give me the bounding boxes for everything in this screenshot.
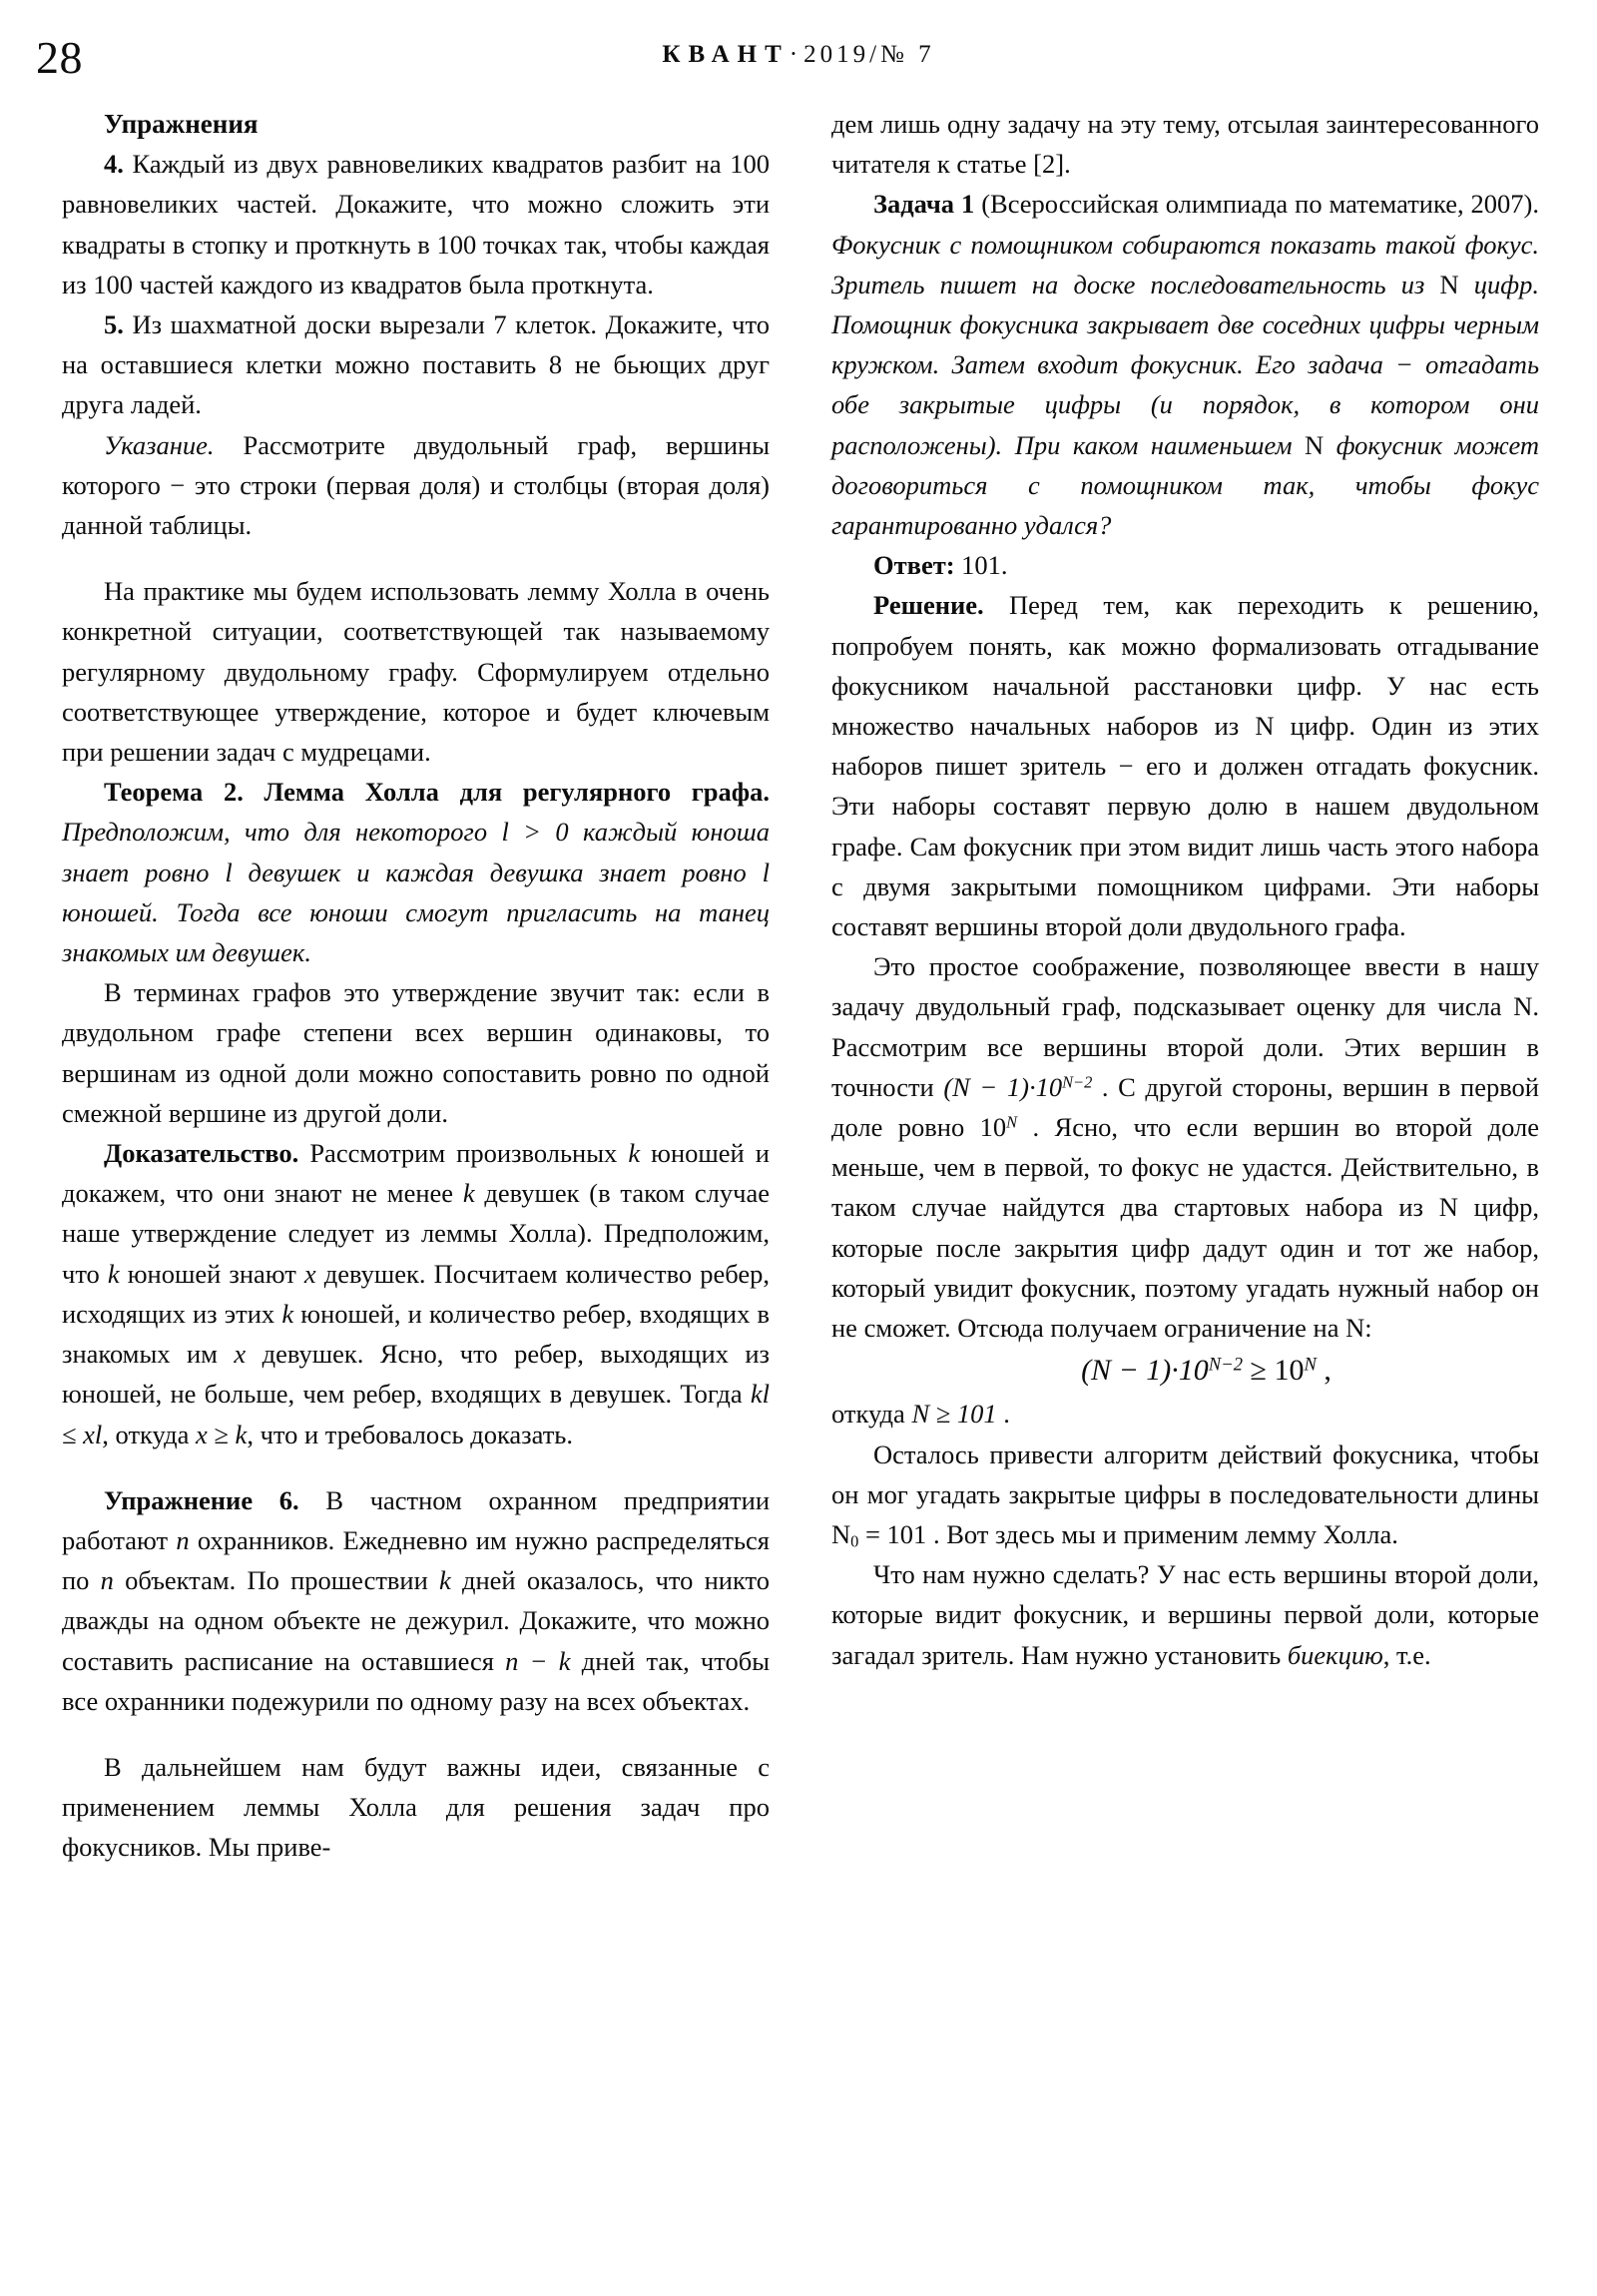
- solution-paragraph-2: [831, 946, 1539, 1348]
- page-number: 28: [36, 32, 83, 83]
- exercise-6-label: Упражнение 6.: [104, 1484, 299, 1515]
- theorem-body-4: девушек и каждая девушка знает ровно: [232, 857, 763, 887]
- exercise-6-var-n1: n: [176, 1524, 190, 1555]
- proof-text-a: Рассмотрим произвольных: [298, 1138, 629, 1169]
- solution-text-2d: . Ясно, что если вершин во второй доле меньше, чем в первой, то фокус не удастся. Действительно, в таком случае найдутся два стартовых набора из: [831, 1112, 1539, 1223]
- exercise-5-number: 5.: [104, 309, 124, 340]
- solution-text-1b: цифр. Один из этих наборов пишет зритель − его и должен отгадать фокусник. Эти наборы составят первую долю в нашем двудольном графе. Сам фокусник при этом видит лишь часть этого набора с двумя закрытыми помощником цифрами. Эти наборы составят вершины второй доли двудольного графа.: [831, 711, 1539, 942]
- solution-paragraph-3: [831, 1435, 1539, 1555]
- solution-var-N0-subscript: 0: [850, 1531, 859, 1551]
- problem-var-N1: N: [1439, 269, 1459, 299]
- inline-formula-1: $(N - 1)\cdot 10^{N-2}$: [943, 1071, 1093, 1102]
- solution-var-N2: N: [1513, 991, 1533, 1022]
- exercise-6-text-d: дней оказалось, что никто дважды на одном объекте не дежурил. Докажите, что можно составить расписание на оставшиеся: [62, 1565, 770, 1676]
- solution-paragraph-4: [831, 1554, 1539, 1675]
- solution-text-2f: :: [1364, 1313, 1372, 1344]
- proof-var-x1: x: [303, 1258, 316, 1289]
- answer-value: 101.: [954, 550, 1008, 581]
- proof-text-e: девушек. Посчитаем количество ребер, исходящих из этих: [62, 1258, 771, 1329]
- exercise-5: [62, 304, 770, 425]
- solution-text-3a: Осталось привести алгоритм действий фокусника, чтобы он мог угадать закрытые цифры в последовательности длины: [831, 1438, 1539, 1509]
- solution-text-4a: Что нам нужно сделать? У нас есть вершины второй доли, которые видит фокусник, и вершины первой доли, которые загадал зритель. Нам нужно установить: [831, 1559, 1539, 1670]
- theorem-body-3: каждый юноша знает ровно: [62, 817, 770, 887]
- exercise-4-number: 4.: [104, 149, 124, 180]
- body-columns: [62, 104, 1539, 1868]
- hint-label: Указание.: [104, 429, 215, 460]
- exercise-5-text: Из шахматной доски вырезали 7 клеток. Докажите, что на оставшиеся клетки можно поставить 8 не бьющих друг друга ладей.: [62, 309, 770, 420]
- solution-text-2e: цифр, которые после закрытия цифр дадут один и тот же набор, который увидит фокусник, поэтому угадать нужный набор он не сможет. Отсюда получаем ограничение на: [831, 1192, 1539, 1344]
- proof-var-k2: k: [462, 1178, 475, 1209]
- proof-paragraph: [62, 1133, 770, 1454]
- exercises-heading: Упражнения: [104, 109, 259, 139]
- graph-terms-paragraph: В терминах графов это утверждение звучит так: если в двудольном графе степени всех вершин одинаковы, то вершинам из одной доли можно сопоставить ровно по одной смежной вершине из другой доли.: [62, 977, 770, 1128]
- proof-text-b: юношей и докажем, что они знают не менее: [62, 1138, 770, 1209]
- proof-text-g: девушек. Ясно, что ребер, выходящих из юношей, не больше, чем ребер, входящих в девушек. Тогда: [62, 1339, 770, 1410]
- exercise-6-var-n2: n: [100, 1565, 114, 1596]
- theorem-2: [62, 772, 770, 972]
- journal-issue: 2019/№ 7: [803, 41, 935, 68]
- further-paragraph: В дальнейшем нам будут важны идеи, связанные с применением леммы Холла для решения задач про фокусников. Мы приве-: [62, 1751, 770, 1863]
- solution-text-2a: Это простое соображение, позволяющее ввести в нашу задачу двудольный граф, подсказывает оценку для числа: [831, 951, 1539, 1022]
- after-eq-formula: N ≥ 101: [911, 1399, 997, 1430]
- after-equation-paragraph: [831, 1394, 1539, 1434]
- solution-var-N0: $N_0 = 101$: [831, 1518, 927, 1551]
- problem-source: (Всероссийская олимпиада по математике, 2007).: [974, 189, 1539, 220]
- running-head: [0, 30, 1597, 90]
- proof-text-f: юношей, и количество ребер, входящих в знакомых им: [62, 1298, 770, 1370]
- practice-paragraph: На практике мы будем использовать лемму Холла в очень конкретной ситуации, соответствующей так называемому регулярному двудольному графу. Сформулируем отдельно соответствующее утверждение, которое и будет ключевым при решении задач с мудрецами.: [62, 576, 770, 768]
- hint-paragraph: [62, 425, 770, 546]
- inline-formula-1-exponent: N−2: [1062, 1072, 1093, 1092]
- problem-statement-1: Фокусник с помощником собираются показать такой фокус. Зритель пишет на доске последовательность из: [831, 229, 1539, 299]
- proof-var-x2: x: [234, 1339, 247, 1370]
- solution-paragraph-1: [831, 585, 1539, 946]
- proof-text-d: юношей знают: [119, 1258, 304, 1289]
- solution-label: Решение.: [873, 590, 984, 621]
- journal-title: КВАНТ: [662, 41, 790, 68]
- problem-statement-2: цифр. Помощник фокусника закрывает две соседних цифры черным кружком. Затем входит фокусник. Его задача − отгадать обе закрытые цифры (и порядок, в котором они расположены). При каком наименьшем: [831, 269, 1539, 460]
- exercise-6-text-c: объектам. По прошествии: [113, 1565, 440, 1596]
- answer-label: Ответ:: [873, 550, 955, 581]
- proof-text-c: девушек (в таком случае наше утверждение следует из леммы Холла). Предположим, что: [62, 1178, 770, 1289]
- right-column: [831, 104, 1539, 1868]
- proof-var-k1: k: [628, 1138, 641, 1169]
- exercise-4-text: Каждый из двух равновеликих квадратов разбит на 100 равновеликих частей. Докажите, что можно сложить эти квадраты в стопку и проткнуть в 100 точках так, чтобы каждая из 100 частей каждого из квадратов была проткнута.: [62, 149, 770, 299]
- inline-formula-2-exponent: N: [1006, 1112, 1018, 1132]
- hint-text: Рассмотрите двудольный граф, вершины которого − это строки (первая доля) и столбцы (вторая доля) данной таблицы.: [62, 429, 770, 541]
- problem-label: Задача 1: [873, 189, 975, 220]
- problem-statement-3: фокусник может договориться с помощником так, чтобы фокус гарантированно удался?: [831, 429, 1539, 541]
- proof-var-k4: k: [281, 1298, 294, 1329]
- journal-header: [0, 38, 1597, 72]
- display-equation-rhs: ≥ $10^N$: [1243, 1354, 1317, 1388]
- after-eq-text-b: .: [996, 1399, 1010, 1430]
- solution-text-2c: . С другой стороны, вершин в первой доле ровно: [831, 1071, 1539, 1143]
- theorem-label: Теорема 2. Лемма Холла для регулярного графа.: [104, 777, 770, 808]
- left-column: [62, 104, 770, 1868]
- display-equation-exponent-1: N−2: [1208, 1354, 1244, 1376]
- theorem-body-2: > 0: [508, 817, 584, 848]
- proof-text-h: , откуда: [102, 1419, 196, 1449]
- solution-var-N3: N: [1438, 1192, 1458, 1223]
- proof-label: Доказательство.: [104, 1138, 299, 1169]
- solution-var-N1: N: [1255, 711, 1275, 742]
- answer-paragraph: [831, 545, 1539, 585]
- exercise-6-text-b: охранников. Ежедневно им нужно распределяться по: [62, 1524, 770, 1596]
- after-eq-text-a: откуда: [831, 1399, 912, 1430]
- proof-text-i: , что и требовалось доказать.: [247, 1419, 574, 1449]
- exercise-6-var-k1: k: [439, 1565, 451, 1596]
- theorem-variable-l: l: [501, 817, 509, 848]
- solution-emphasis-bijection: биекцию: [1287, 1639, 1383, 1670]
- theorem-body-1: Предположим, что для некоторого: [62, 817, 502, 848]
- problem-1: [831, 184, 1539, 545]
- display-equation-lhs: $(N - 1)\cdot 10^{N-2}$: [1081, 1354, 1244, 1388]
- display-equation-exponent-2: N: [1304, 1354, 1317, 1376]
- exercise-6-text-a: В частном охранном предприятии работают: [62, 1484, 770, 1555]
- header-separator: ·: [789, 41, 804, 68]
- exercise-6: [62, 1480, 770, 1721]
- inline-formula-2: $10^N$: [979, 1112, 1018, 1143]
- display-equation-tail: ,: [1316, 1354, 1331, 1388]
- solution-var-N4: N: [1345, 1313, 1365, 1344]
- proof-inequality-1: kl ≤ xl: [62, 1379, 770, 1449]
- solution-text-1a: Перед тем, как переходить к решению, попробуем понять, как можно формализовать отгадывание фокусником начальной расстановки цифр. У нас есть множество начальных наборов из: [831, 590, 1539, 742]
- solution-text-4b: , т.е.: [1382, 1639, 1431, 1670]
- display-equation: [831, 1348, 1539, 1394]
- exercise-6-expr-nk: n − k: [505, 1645, 571, 1676]
- proof-inequality-2: x ≥ k: [195, 1419, 248, 1449]
- solution-text-2b: . Рассмотрим все вершины второй доли. Этих вершин в точности: [831, 991, 1539, 1102]
- theorem-variable-l2: l: [225, 857, 233, 887]
- problem-var-N2: N: [1305, 429, 1325, 460]
- exercise-6-text-e: дней так, чтобы все охранники подежурили по одному разу на всех объектах.: [62, 1645, 771, 1716]
- theorem-body-5: юношей. Тогда все юноши смогут пригласить на танец знакомых им девушек.: [62, 896, 770, 968]
- continued-paragraph: дем лишь одну задачу на эту тему, отсылая заинтересованного читателя к статье [2].: [831, 109, 1539, 180]
- solution-text-3b: . Вот здесь мы и применим лемму Холла.: [926, 1518, 1398, 1549]
- proof-var-k3: k: [107, 1258, 120, 1289]
- theorem-variable-l3: l: [762, 857, 770, 887]
- exercise-4: [62, 144, 770, 304]
